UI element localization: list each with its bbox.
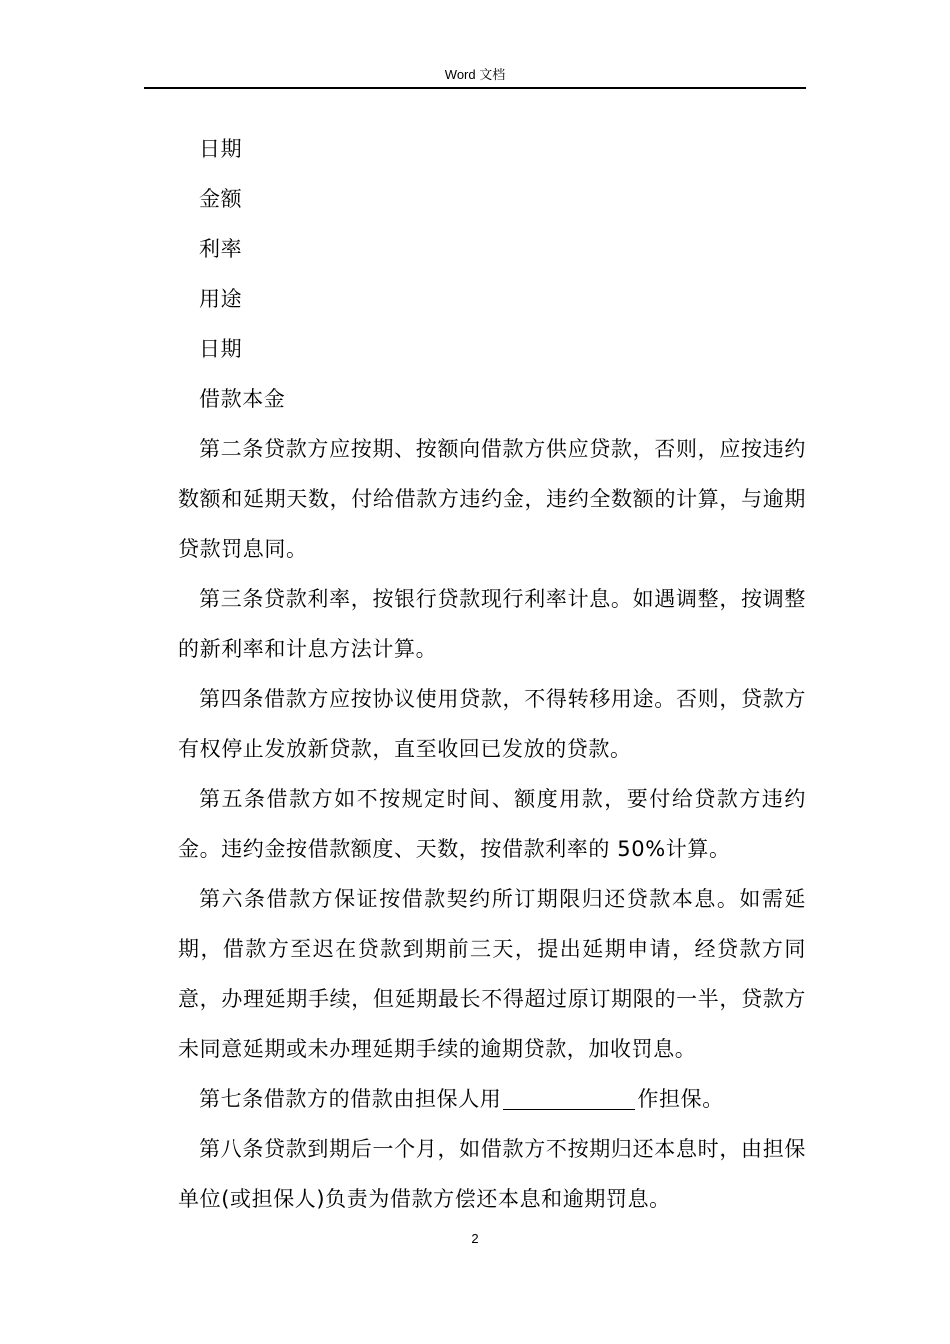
document-body bbox=[178, 124, 806, 1224]
paragraph-interest-rate: 利率 bbox=[199, 237, 243, 261]
article-8: 第八条贷款到期后一个月，如借款方不按期归还本息时，由担保单位(或担保人)负责为借款方偿还本息和逾期罚息。 bbox=[178, 1137, 806, 1211]
guarantee-blank-line bbox=[503, 1088, 635, 1110]
article-7-text-before: 第七条借款方的借款由担保人用 bbox=[199, 1087, 502, 1111]
page-header-title: Word 文档 bbox=[444, 67, 506, 82]
header-divider bbox=[144, 87, 806, 89]
article-5: 第五条借款方如不按规定时间、额度用款，要付给贷款方违约金。违约金按借款额度、天数，按借款利率的 50%计算。 bbox=[178, 787, 806, 861]
paragraph-date-2: 日期 bbox=[199, 337, 243, 361]
article-7 bbox=[178, 1074, 806, 1124]
article-3: 第三条贷款利率，按银行贷款现行利率计息。如遇调整，按调整的新利率和计息方法计算。 bbox=[178, 587, 806, 661]
article-7-text-after: 作担保。 bbox=[637, 1087, 724, 1111]
article-2: 第二条贷款方应按期、按额向借款方供应贷款，否则，应按违约数额和延期天数，付给借款方违约金，违约全数额的计算，与逾期贷款罚息同。 bbox=[178, 437, 806, 561]
paragraph-amount: 金额 bbox=[199, 187, 243, 211]
paragraph-principal: 借款本金 bbox=[199, 387, 286, 411]
article-6: 第六条借款方保证按借款契约所订期限归还贷款本息。如需延期，借款方至迟在贷款到期前三天，提出延期申请，经贷款方同意，办理延期手续，但延期最长不得超过原订期限的一半，贷款方未同意延期或未办理延期手续的逾期贷款，加收罚息。 bbox=[178, 887, 806, 1061]
paragraph-purpose: 用途 bbox=[199, 287, 243, 311]
paragraph-date-1: 日期 bbox=[199, 137, 243, 161]
article-4: 第四条借款方应按协议使用贷款，不得转移用途。否则，贷款方有权停止发放新贷款，直至收回已发放的贷款。 bbox=[178, 687, 806, 761]
page-number: 2 bbox=[471, 1231, 479, 1246]
